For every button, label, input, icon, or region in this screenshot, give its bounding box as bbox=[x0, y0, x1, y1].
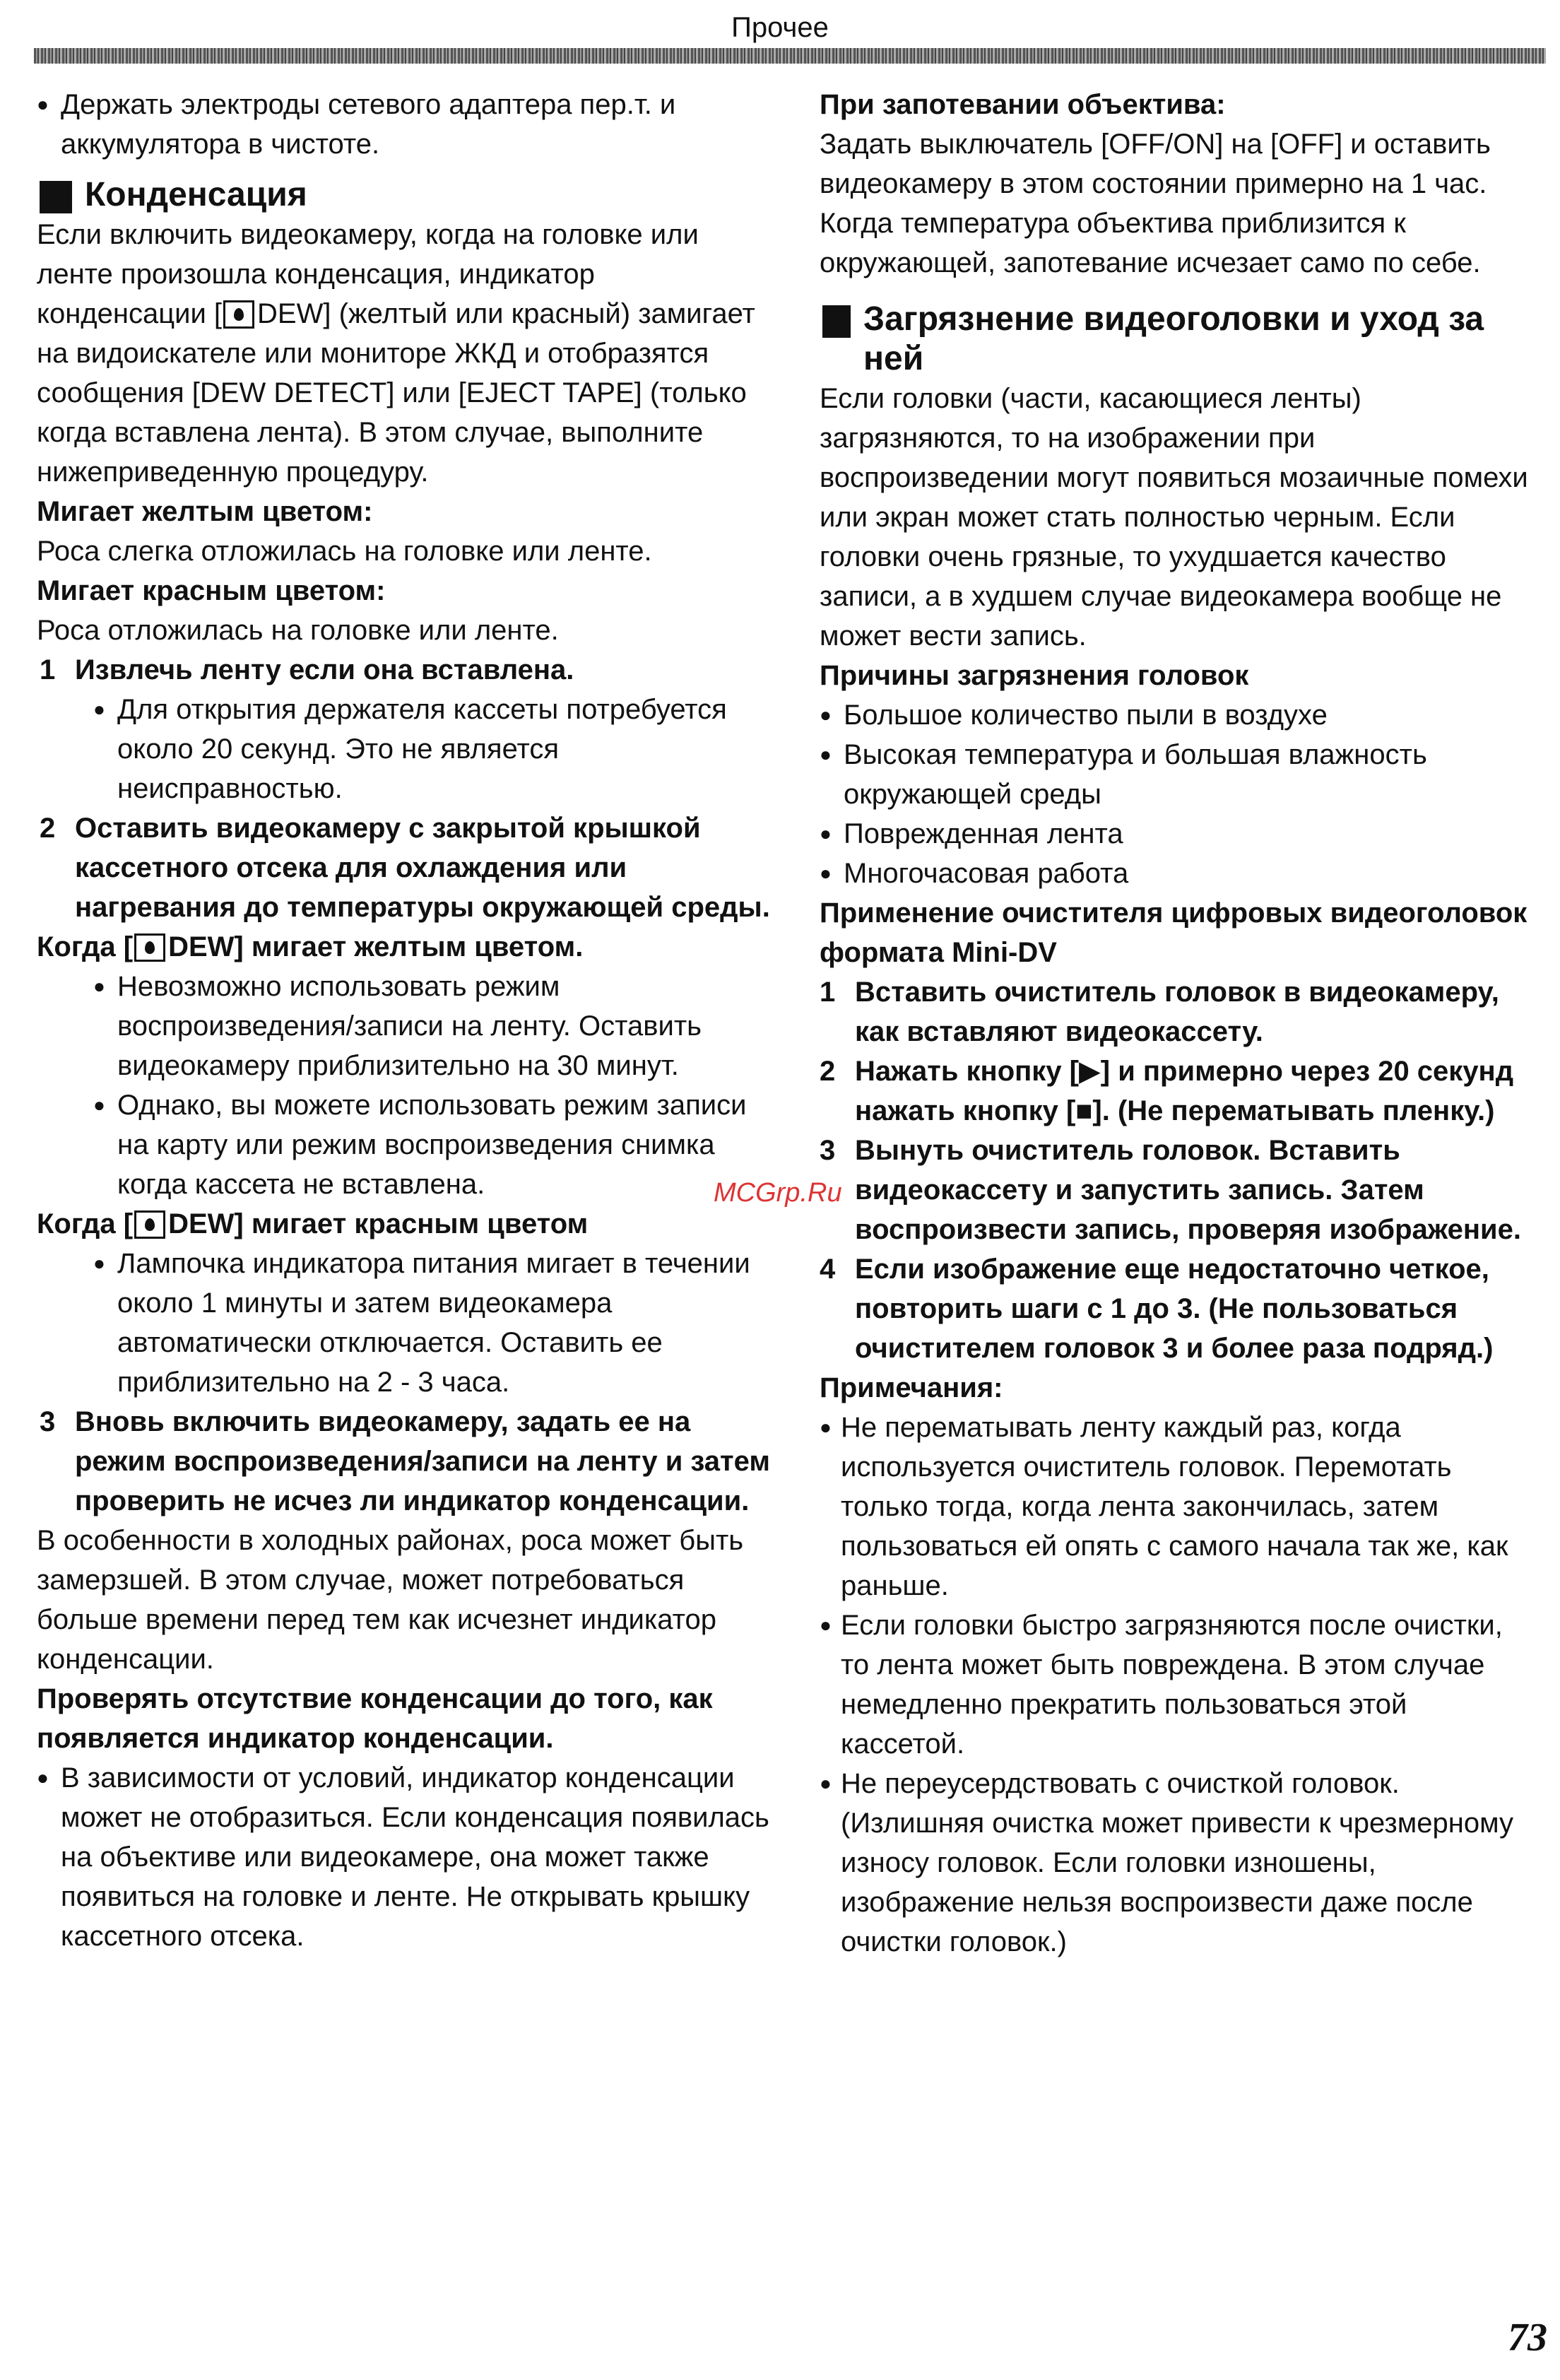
page-number: 73 bbox=[1508, 2316, 1547, 2360]
yellow-title: Мигает желтым цветом: bbox=[37, 496, 373, 527]
cleaner-step-2 bbox=[820, 1051, 1537, 1131]
when-red-b: DEW] мигает красным цветом bbox=[168, 1208, 589, 1239]
when-yellow-a: Когда [ bbox=[37, 931, 134, 962]
step-3 bbox=[37, 1402, 772, 1521]
condensation-text-a: Если включить видеокамеру, когда на головке или ленте произошла конденсация, индикатор конденсации [ bbox=[37, 219, 699, 329]
right-column bbox=[820, 85, 1537, 1962]
when-yellow-bullet-2: ● Однако, вы можете использовать режим записи на карту или режим воспроизведения снимка когда кассета не вставлена. bbox=[93, 1085, 772, 1204]
dirty-heads-text: Если головки (части, касающиеся ленты) загрязняются, то на изображении при воспроизведении могут появиться мозаичные помехи или экран может стать полностью черным. Если головки очень грязные, то ухудшается качество записи, а в худшем случае видеокамера вообще не может вести запись. bbox=[820, 383, 1528, 652]
when-red-a: Когда [ bbox=[37, 1208, 134, 1239]
cause-item: ● Высокая температура и большая влажность окружающей среды bbox=[820, 735, 1537, 814]
note-item: ● Не переусердствовать с очисткой головок. (Излишняя очистка может привести к чрезмерному износу головок. Если головки изношены, изображение нельзя воспроизвести даже после очистки головок.) bbox=[820, 1764, 1537, 1962]
cleaner-step-number: 3 bbox=[820, 1135, 836, 1166]
note-item: ● Не перематывать ленту каждый раз, когда используется очиститель головок. Перемотать только тогда, когда лента закончилась, затем пользоваться ей опять с самого начала так же, как раньше. bbox=[820, 1408, 1537, 1606]
heading-square-icon bbox=[40, 181, 72, 213]
step-3-number: 3 bbox=[40, 1406, 56, 1437]
when-red-title bbox=[37, 1204, 772, 1244]
cleaner-step-text: Вынуть очиститель головок. Вставить видеокассету и запустить запись. Затем воспроизвести запись, проверяя изображение. bbox=[855, 1135, 1521, 1245]
dew-icon bbox=[134, 933, 165, 962]
cleaner-step-text: Если изображение еще недостаточно четкое, повторить шаги с 1 до 3. (Не пользоваться очистителем головок 3 и более раза подряд.) bbox=[855, 1254, 1494, 1364]
cleaner-step-number: 2 bbox=[820, 1056, 836, 1087]
section-title: Прочее bbox=[731, 12, 829, 43]
cleaner-step-1 bbox=[820, 972, 1537, 1051]
when-yellow-bullet-1: ● Невозможно использовать режим воспроизведения/записи на ленту. Оставить видеокамеру приблизительно на 30 минут. bbox=[93, 967, 772, 1085]
when-yellow-b: DEW] мигает желтым цветом. bbox=[168, 931, 584, 962]
step-2-number: 2 bbox=[40, 813, 56, 844]
condensation-paragraph bbox=[37, 215, 772, 492]
cleaner-step-number: 1 bbox=[820, 977, 836, 1008]
heading-square-icon bbox=[822, 305, 851, 338]
lens-text: Задать выключатель [OFF/ON] на [OFF] и оставить видеокамеру в этом состоянии примерно на 1 час. Когда температура объектива приблизится к окружающей, запотевание исчезает само по себе. bbox=[820, 129, 1491, 278]
watermark: MCGrp.Ru bbox=[714, 1178, 842, 1208]
cleaner-step-text: Вставить очиститель головок в видеокамеру, как вставляют видеокассету. bbox=[855, 977, 1499, 1047]
red-text: Роса отложилась на головке или ленте. bbox=[37, 615, 559, 646]
note-item: ● Если головки быстро загрязняются после очистки, то лента может быть повреждена. В этом случае немедленно прекратить пользоваться этой кассетой. bbox=[820, 1606, 1537, 1764]
dew-icon bbox=[134, 1210, 165, 1239]
header-bar bbox=[34, 48, 1546, 64]
step-1-number: 1 bbox=[40, 654, 56, 685]
cause-item: ● Большое количество пыли в воздухе bbox=[820, 695, 1537, 735]
cold-regions-text: В особенности в холодных районах, роса может быть замерзшей. В этом случае, может потребоваться больше времени перед тем как исчезнет индикатор конденсации. bbox=[37, 1525, 744, 1675]
cleaner-step-text: Нажать кнопку [▶] и примерно через 20 секунд нажать кнопку [■]. (Не перематывать пленку.) bbox=[855, 1056, 1514, 1126]
cleaner-step-number: 4 bbox=[820, 1254, 836, 1285]
heading-condensation-text: Конденсация bbox=[85, 176, 307, 213]
red-title: Мигает красным цветом: bbox=[37, 575, 386, 606]
cleaner-title: Применение очистителя цифровых видеоголовок формата Mini-DV bbox=[820, 897, 1528, 968]
step-2-text: Оставить видеокамеру с закрытой крышкой кассетного отсека для охлаждения или нагревания до температуры окружающей среды. bbox=[75, 813, 770, 923]
check-bullet: ● В зависимости от условий, индикатор конденсации может не отобразиться. Если конденсация появилась на объективе или видеокамере, она может также появиться на головке и ленте. Не открывать крышку кассетного отсека. bbox=[37, 1758, 772, 1956]
step-1 bbox=[37, 650, 772, 690]
when-red-bullet-1: ● Лампочка индикатора питания мигает в течении около 1 минуты и затем видеокамера автоматически отключается. Оставить ее приблизительно на 2 - 3 часа. bbox=[93, 1244, 772, 1402]
left-column bbox=[37, 85, 772, 1956]
lens-title: При запотевании объектива: bbox=[820, 89, 1226, 120]
notes-title: Примечания: bbox=[820, 1372, 1003, 1403]
cleaner-step-3 bbox=[820, 1131, 1537, 1249]
intro-bullet: ● Держать электроды сетевого адаптера пер.т. и аккумулятора в чистоте. bbox=[37, 85, 772, 164]
cleaner-step-4 bbox=[820, 1249, 1537, 1368]
step-1-bullet: ● Для открытия держателя кассеты потребуется около 20 секунд. Это не является неисправностью. bbox=[93, 690, 772, 808]
dew-icon bbox=[223, 300, 254, 329]
causes-title: Причины загрязнения головок bbox=[820, 660, 1249, 691]
condensation-text-b: DEW] (желтый или красный) замигает на видоискателе или мониторе ЖКД и отобразятся сообщения [DEW DETECT] или [EJECT TAPE] (только когда вставлена лента). В этом случае, выполните нижеприведенную процедуру. bbox=[37, 298, 755, 488]
heading-dirty-heads bbox=[820, 300, 1537, 379]
cause-item: ● Поврежденная лента bbox=[820, 814, 1537, 854]
cause-item: ● Многочасовая работа bbox=[820, 854, 1537, 893]
when-yellow-title bbox=[37, 927, 772, 967]
heading-dirty-heads-text: Загрязнение видеоголовки и уход за ней bbox=[863, 300, 1484, 377]
step-3-text: Вновь включить видеокамеру, задать ее на режим воспроизведения/записи на ленту и затем проверить не исчез ли индикатор конденсации. bbox=[75, 1406, 770, 1516]
yellow-text: Роса слегка отложилась на головке или ленте. bbox=[37, 536, 652, 567]
step-2 bbox=[37, 808, 772, 927]
heading-condensation bbox=[37, 175, 772, 215]
check-title: Проверять отсутствие конденсации до того, как появляется индикатор конденсации. bbox=[37, 1683, 713, 1754]
step-1-text: Извлечь ленту если она вставлена. bbox=[75, 654, 574, 685]
